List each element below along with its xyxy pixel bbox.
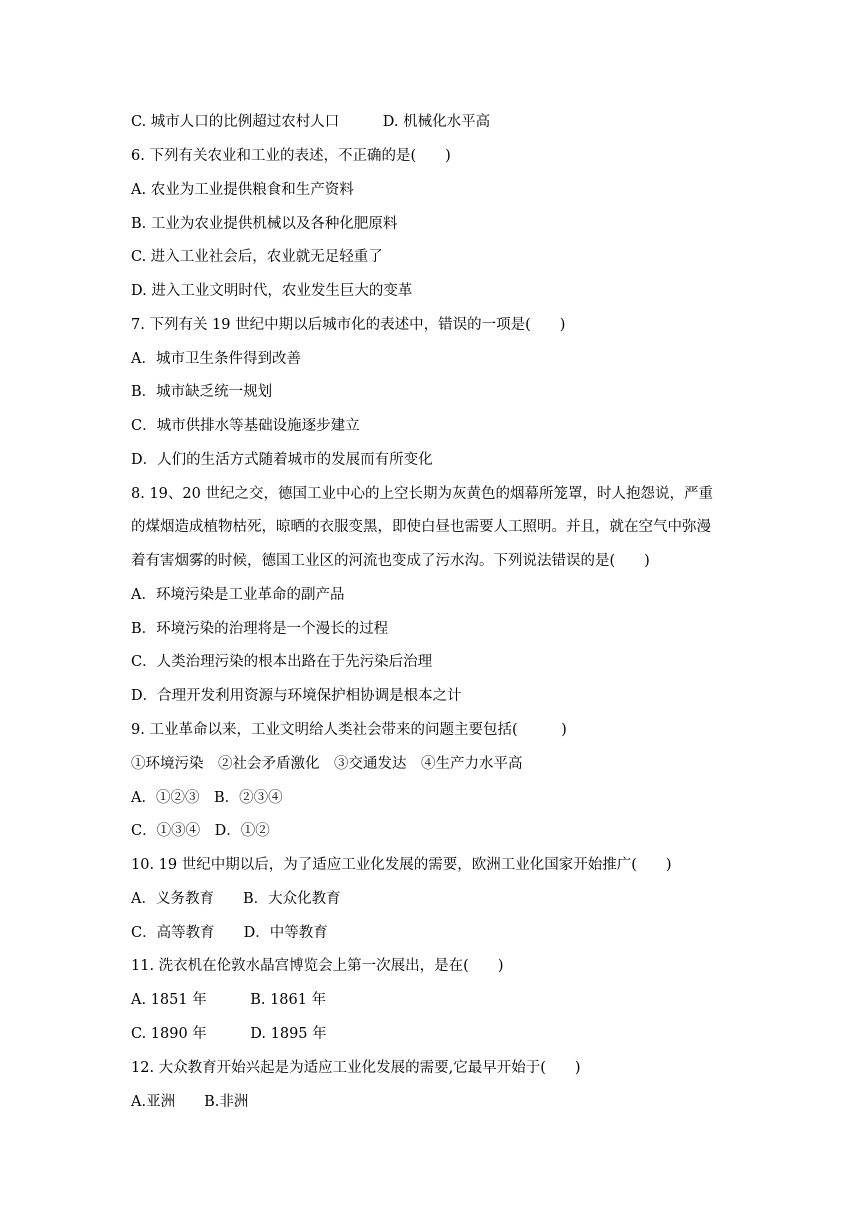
q11-stem: 11. 洗衣机在伦敦水晶宫博览会上第一次展出，是在( ) [131,958,504,974]
q8-option-d: D．合理开发利用资源与环境保护相协调是根本之计 [131,688,462,704]
q9-option-c-d: C．①③④ D．①② [131,823,270,839]
q8-option-c: C．人类治理污染的根本出路在于先污染后治理 [131,654,433,670]
q9-items: ①环境污染 ②社会矛盾激化 ③交通发达 ④生产力水平高 [131,756,523,772]
q7-stem: 7. 下列有关 19 世纪中期以后城市化的表述中，错误的一项是( ) [131,317,566,333]
q9-stem: 9. 工业革命以来，工业文明给人类社会带来的问题主要包括( ) [131,722,567,738]
q7-option-b: B．城市缺乏统一规划 [131,384,273,400]
q9-option-a-b: A．①②③ B．②③④ [131,790,283,806]
q12-stem: 12. 大众教育开始兴起是为适应工业化发展的需要,它最早开始于( ) [131,1060,581,1076]
q11-option-c-d: C. 1890 年 D. 1895 年 [131,1026,327,1042]
q6-option-b: B. 工业为农业提供机械以及各种化肥原料 [131,216,398,232]
q6-option-d: D. 进入工业文明时代，农业发生巨大的变革 [131,283,413,299]
q10-option-c-d: C．高等教育 D．中等教育 [131,925,328,941]
q10-option-a-b: A．义务教育 B．大众化教育 [131,891,341,907]
q6-option-a: A. 农业为工业提供粮食和生产资料 [131,182,354,198]
q6-stem: 6. 下列有关农业和工业的表述，不正确的是( ) [131,148,451,164]
q5-option-c-d: C. 城市人口的比例超过农村人口 D. 机械化水平高 [131,114,491,130]
q10-stem: 10. 19 世纪中期以后，为了适应工业化发展的需要，欧洲工业化国家开始推广( ) [131,857,672,873]
q8-stem-line-1: 8. 19、20 世纪之交，德国工业中心的上空长期为灰黄色的烟幕所笼罩，时人抱怨说，严重 [131,486,713,502]
q11-option-a-b: A. 1851 年 B. 1861 年 [131,992,327,1008]
q7-option-a: A．城市卫生条件得到改善 [131,351,301,367]
q7-option-c: C．城市供排水等基础设施逐步建立 [131,418,360,434]
q8-option-b: B．环境污染的治理将是一个漫长的过程 [131,621,389,637]
q7-option-d: D．人们的生活方式随着城市的发展而有所变化 [131,452,433,468]
q12-option-a-b: A.亚洲 B.非洲 [131,1094,249,1110]
q8-stem-line-3: 着有害烟雾的时候，德国工业区的河流也变成了污水沟。下列说法错误的是( ) [131,553,650,569]
q8-stem-line-2: 的煤烟造成植物枯死，晾晒的衣服变黑，即使白昼也需要人工照明。并且，就在空气中弥漫 [131,519,711,535]
q6-option-c: C. 进入工业社会后，农业就无足轻重了 [131,249,383,265]
q8-option-a: A．环境污染是工业革命的副产品 [131,587,345,603]
